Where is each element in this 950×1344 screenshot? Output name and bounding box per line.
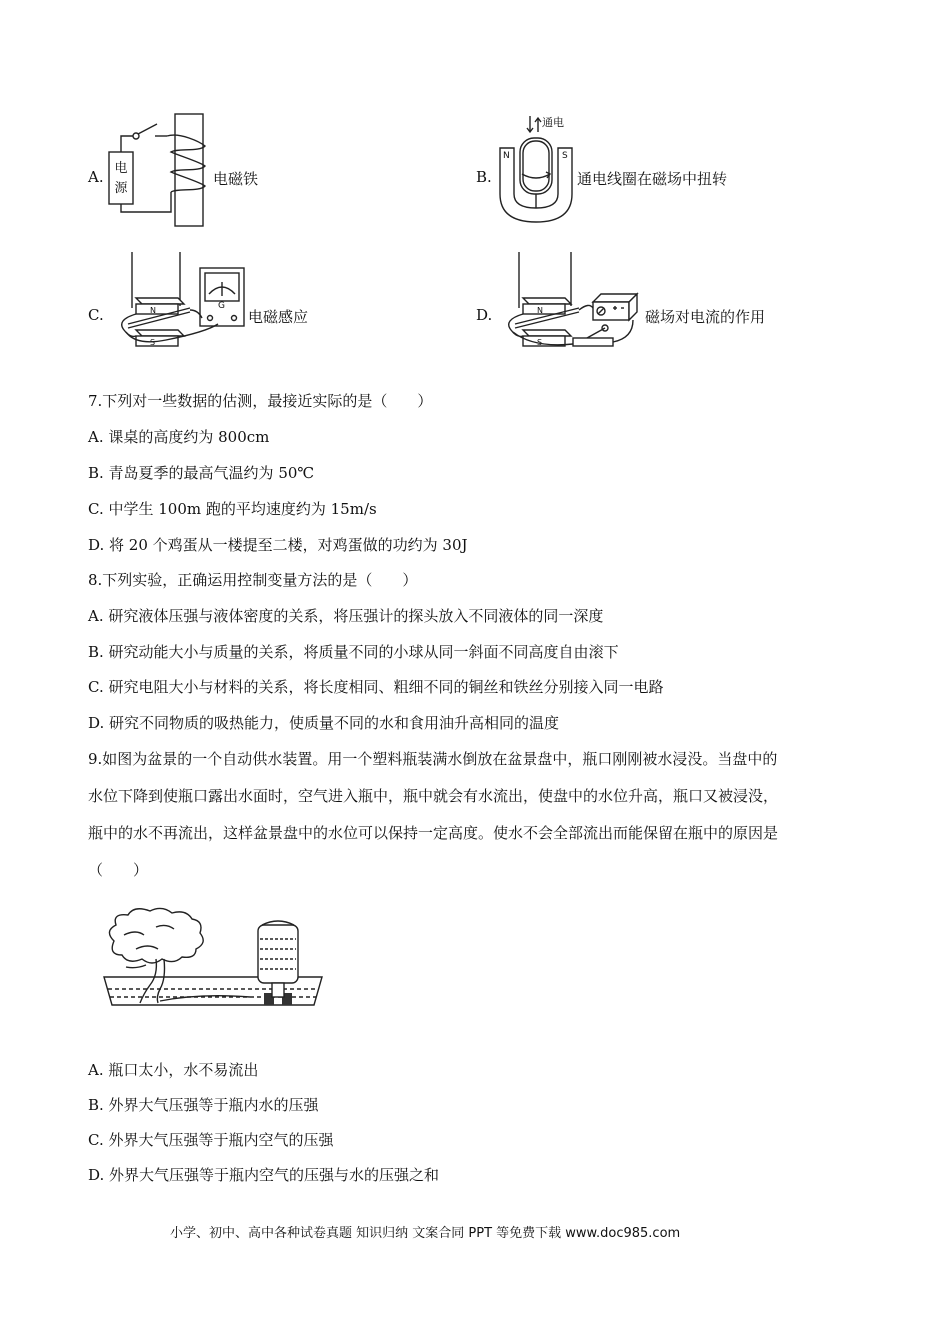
option-c-caption: 电磁感应 [248,308,309,326]
power-label-2: 源 [114,181,128,196]
q9-stem-line-2: 水位下降到使瓶口露出水面时，空气进入瓶中，瓶中就会有水流出，使盘中的水位升高，瓶口又被浸没， [88,787,779,805]
pole-s-c: S [150,338,156,347]
pole-s-d: S [537,338,543,347]
q9-option-a: A. 瓶口太小，水不易流出 [88,1061,259,1079]
q7-option-b: B. 青岛夏季的最高气温约为 50℃ [88,464,315,482]
option-b-letter: B. [476,168,492,186]
pole-n-d: N [537,306,543,315]
q9-stem-line-3: 瓶中的水不再流出，这样盆景盘中的水位可以保持一定高度。使水不会全部流出而能保留在瓶中的原因是 [88,824,779,842]
coil-in-field-figure [492,112,582,232]
q9-option-b: B. 外界大气压强等于瓶内水的压强 [88,1096,319,1114]
q7-option-a: A. 课桌的高度约为 800cm [88,428,270,446]
option-a-letter: A. [88,168,104,186]
option-b-caption: 通电线圈在磁场中扭转 [577,170,728,188]
page-footer: 小学、初中、高中各种试卷真题 知识归纳 文案合同 PPT 等免费下载 www.doc985.com [170,1226,681,1241]
energized-label: 通电 [542,116,564,129]
pole-n-c: N [150,306,156,315]
option-a-caption: 电磁铁 [213,170,259,188]
bonsai-water-device-figure [100,905,325,1017]
q7-option-d: D. 将 20 个鸡蛋从一楼提至二楼，对鸡蛋做的功约为 30J [88,536,468,554]
q8-option-c: C. 研究电阻大小与材料的关系，将长度相同、粗细不同的铜丝和铁丝分别接入同一电路 [88,678,664,696]
q9-option-c: C. 外界大气压强等于瓶内空气的压强 [88,1131,334,1149]
q8-stem: 8.下列实验，正确运用控制变量方法的是（ ） [88,571,418,589]
q9-option-d: D. 外界大气压强等于瓶内空气的压强与水的压强之和 [88,1166,440,1184]
q9-stem-line-4: （ ） [88,861,149,879]
galvanometer-label: G [218,301,225,311]
option-d-letter: D. [476,306,493,324]
q9-stem-line-1: 9.如图为盆景的一个自动供水装置。用一个塑料瓶装满水倒放在盆景盘中，瓶口刚刚被水浸没。当盘中的 [88,750,778,768]
power-label-1: 电 [114,161,128,176]
option-c-letter: C. [88,306,104,324]
q7-option-c: C. 中学生 100m 跑的平均速度约为 15m/s [88,500,377,518]
q8-option-b: B. 研究动能大小与质量的关系，将质量不同的小球从同一斜面不同高度自由滚下 [88,643,619,661]
motor-effect-figure [493,250,645,354]
pole-n-b: N [503,151,510,161]
q8-option-a: A. 研究液体压强与液体密度的关系，将压强计的探头放入不同液体的同一深度 [88,607,604,625]
q7-stem: 7.下列对一些数据的估测，最接近实际的是（ ） [88,392,433,410]
induction-figure [106,250,248,350]
electromagnet-figure [105,112,215,232]
q8-option-d: D. 研究不同物质的吸热能力，使质量不同的水和食用油升高相同的温度 [88,714,560,732]
pole-s-b: S [562,151,568,161]
option-d-caption: 磁场对电流的作用 [645,308,766,326]
